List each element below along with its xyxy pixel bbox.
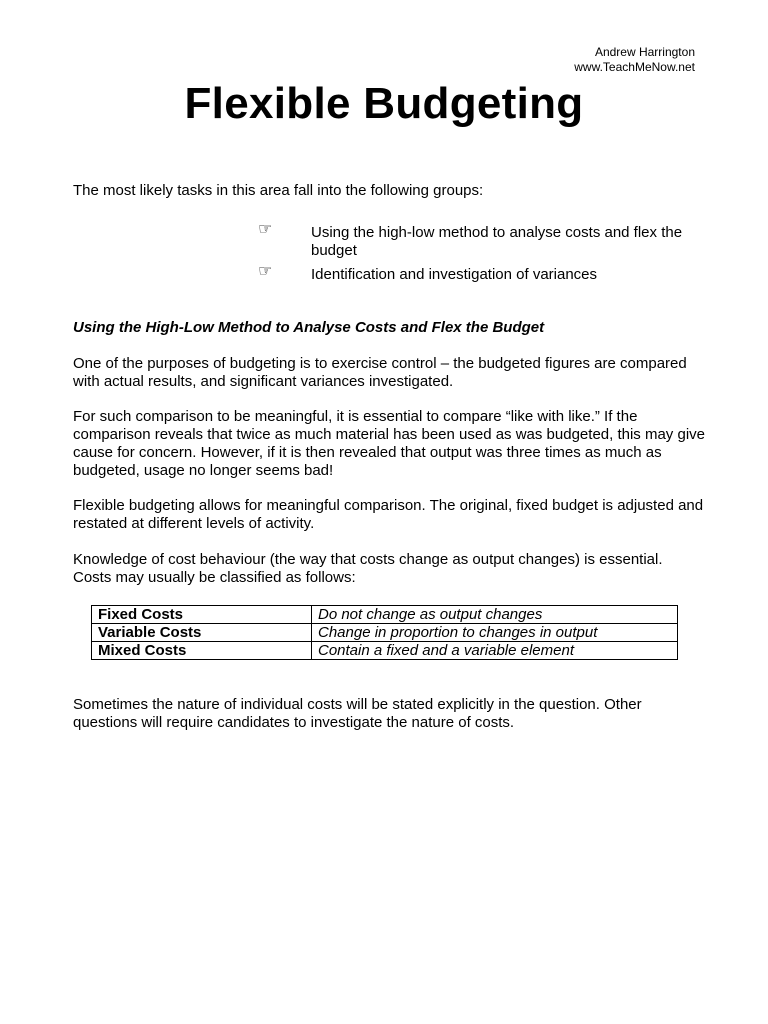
body-paragraph: Flexible budgeting allows for meaningful comparison. The original, fixed budget is adjusted and restated at different levels of activity.: [73, 497, 704, 532]
body-paragraph: One of the purposes of budgeting is to exercise control – the budgeted figures are compared with actual results, and significant variances investigated.: [73, 355, 687, 390]
page-title: Flexible Budgeting: [184, 79, 584, 128]
cost-description-cell: Do not change as output changes: [312, 606, 678, 624]
intro-paragraph: The most likely tasks in this area fall into the following groups:: [73, 182, 484, 199]
table-row: [92, 624, 678, 642]
cost-description-cell: Contain a fixed and a variable element: [312, 642, 678, 660]
pointing-hand-icon: ☞: [258, 263, 273, 280]
task-bullet-list: [258, 221, 708, 290]
bullet-text: Using the high-low method to analyse costs and flex the budget: [311, 224, 683, 259]
author-name: Andrew Harrington: [594, 45, 695, 59]
body-paragraph: Knowledge of cost behaviour (the way that costs change as output changes) is essential. Costs may usually be classified as follows:: [73, 551, 663, 586]
section-heading: Using the High-Low Method to Analyse Costs and Flex the Budget: [73, 319, 545, 336]
cost-classification-table: [91, 605, 678, 660]
body-paragraph: For such comparison to be meaningful, it is essential to compare “like with like.” If the comparison reveals that twice as much material has been used as was budgeted, this may give cause for concern. However, if it is then revealed that output was three times as much as budgeted, usage no longer seems bad!: [73, 408, 705, 479]
cost-type-cell: Variable Costs: [92, 624, 312, 642]
bullet-text: Identification and investigation of variances: [311, 266, 598, 283]
list-item: [258, 221, 708, 260]
table-row: [92, 606, 678, 624]
cost-type-cell: Mixed Costs: [92, 642, 312, 660]
closing-paragraph: Sometimes the nature of individual costs will be stated explicitly in the question. Other questions will require candidates to investigate the nature of costs.: [73, 696, 642, 731]
list-item: [258, 263, 708, 284]
cost-description-cell: Change in proportion to changes in output: [312, 624, 678, 642]
table-row: [92, 642, 678, 660]
document-header: [574, 45, 695, 75]
pointing-hand-icon: ☞: [258, 221, 273, 238]
cost-type-cell: Fixed Costs: [92, 606, 312, 624]
website-url: www.TeachMeNow.net: [574, 60, 695, 74]
